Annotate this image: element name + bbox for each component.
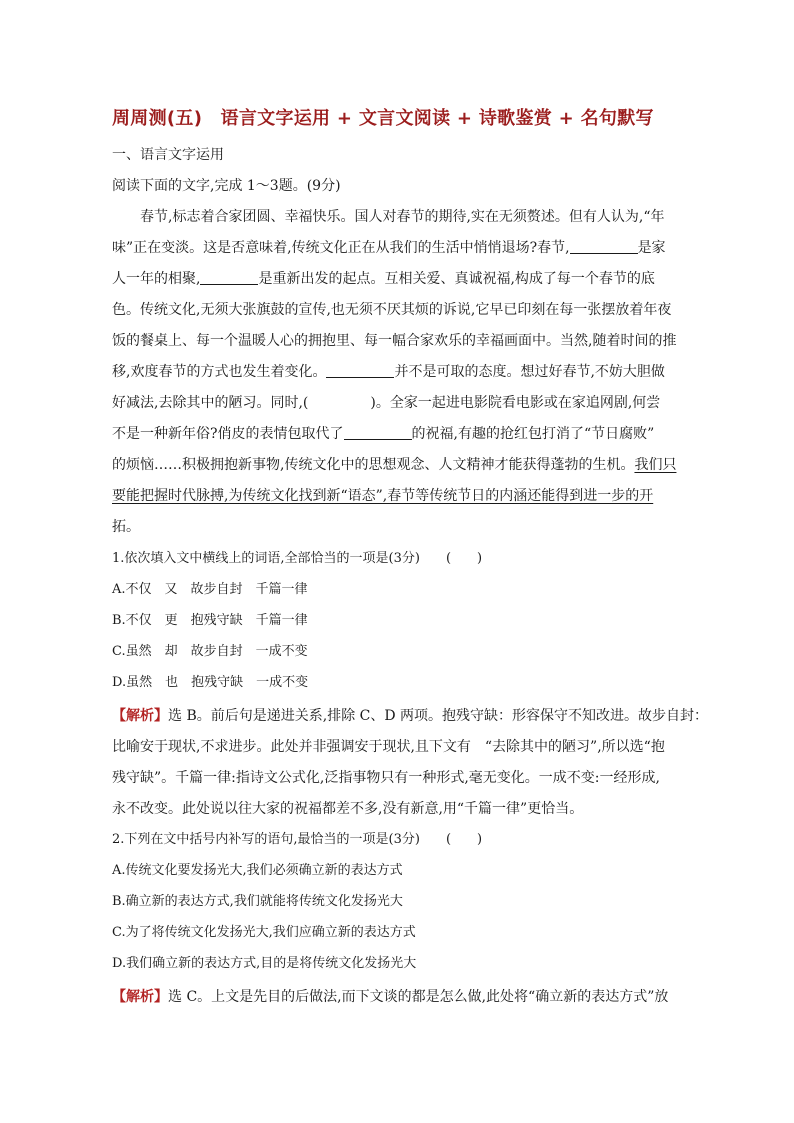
q1-analysis: 【解析】选 B。前后句是递进关系,排除 C、D 两项。抱残守缺：形容保守不知改进。故步自封： [112,708,709,724]
passage-line: 春节,标志着合家团圆、幸福快乐。国人对春节的期待,实在无须赘述。但有人认为,“年 [140,209,665,225]
q2-analysis: 【解析】选 C。上文是先目的后做法,而下文谈的都是怎么做,此处将“确立新的表达方式”放 [112,989,669,1005]
q1-option-d: D.虽然 也 抱残守缺 一成不变 [112,675,309,690]
underlined-sentence: 要能把握时代脉搏,为传统文化找到新“语态”,春节等传统节日的内涵还能得到进一步的开 [112,488,654,504]
passage-line: 味”正在变淡。这是否意味着,传统文化正在从我们的生活中悄悄退场?春节, 是家 [112,240,666,256]
passage-line: 不是一种新年俗?俏皮的表情包取代了 的祝福,有趣的抢红包打消了“节日腐败” [112,426,655,442]
q1-analysis-line: 比喻安于现状,不求进步。此处并非强调安于现状,且下文有 “去除其中的陋习”,所以选“抱 [112,739,665,755]
fill-blank-2 [200,270,258,285]
passage-line: 的烦恼……积极拥抱新事物,传统文化中的思想观念、人文精神才能获得蓬勃的生机。我们只 [112,457,677,473]
passage-line: 饭的餐桌上、每一个温暖人心的拥抱里、每一幅合家欢乐的幸福画面中。当然,随着时间的推 [112,333,677,349]
q1-analysis-line: 永不改变。此处说以往大家的祝福都差不多,没有新意,用“千篇一律”更恰当。 [112,801,584,817]
question-2-stem: 2.下列在文中括号内补写的语句,最恰当的一项是(3分) ( ) [112,832,483,847]
reading-instruction: 阅读下面的文字,完成 1～3题。(9分) [112,178,341,194]
page-title: 周周测(五) 语言文字运用 + 文言文阅读 + 诗歌鉴赏 + 名句默写 [112,108,654,129]
passage-line: 移,欢度春节的方式也发生着变化。 并不是可取的态度。想过好春节,不妨大胆做 [112,364,665,380]
passage-line: 拓。 [112,519,140,535]
q2-option-c: C.为了将传统文化发扬光大,我们应确立新的表达方式 [112,925,416,940]
question-1-stem: 1.依次填入文中横线上的词语,全部恰当的一项是(3分) ( ) [112,551,483,566]
underlined-sentence: 我们只 [634,457,677,473]
q2-option-d: D.我们确立新的表达方式,目的是将传统文化发扬光大 [112,956,417,971]
q2-option-a: A.传统文化要发扬光大,我们必须确立新的表达方式 [112,863,403,878]
analysis-tag: 【解析】 [112,989,168,1005]
analysis-tag: 【解析】 [112,708,168,724]
passage-line: 人一年的相聚, 是重新出发的起点。互相关爱、真诚祝福,构成了每一个春节的底 [112,271,655,287]
fill-blank-1 [570,239,638,254]
q1-option-b: B.不仅 更 抱残守缺 千篇一律 [112,613,308,628]
section-heading: 一、语言文字运用 [112,147,224,163]
q1-option-a: A.不仅 又 故步自封 千篇一律 [112,582,308,597]
passage-line: 色。传统文化,无须大张旗鼓的宣传,也无须不厌其烦的诉说,它早已印刻在每一张摆放着年夜 [112,302,672,318]
passage-line: 好减法,去除其中的陋习。同时,( )。全家一起进电影院看电影或在家追网剧,何尝 [112,395,661,411]
fill-blank-4 [344,425,412,440]
q1-analysis-line: 残守缺”。千篇一律:指诗文公式化,泛指事物只有一种形式,毫无变化。一成不变:一经形成, [112,770,660,786]
q1-option-c: C.虽然 却 故步自封 一成不变 [112,644,308,659]
q2-option-b: B.确立新的表达方式,我们就能将传统文化发扬光大 [112,894,403,909]
fill-blank-3 [326,363,394,378]
